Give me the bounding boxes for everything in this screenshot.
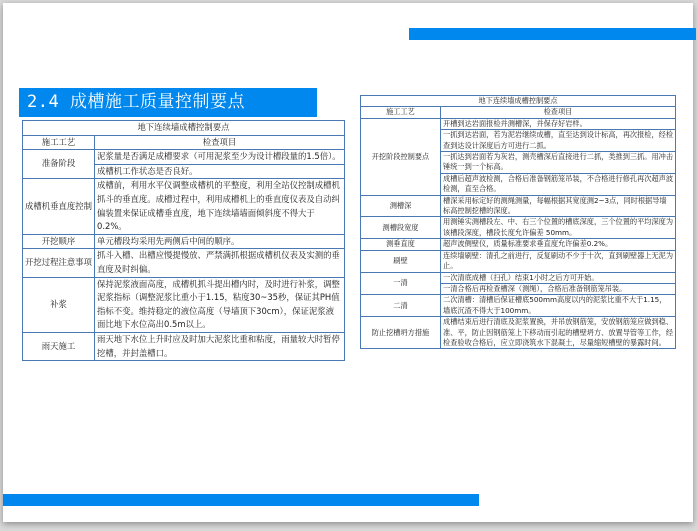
table-caption-row [23, 121, 345, 136]
table-row [361, 118, 676, 129]
check-item-cell: 雨天地下水位上升时应及时加大泥浆比重和粘度，雨量较大时暂停挖槽，并封盖槽口。 [95, 332, 345, 360]
process-cell: 准备阶段 [23, 150, 95, 179]
process-cell: 刷壁 [361, 250, 441, 272]
check-item-cell: 成槽结束后进行清底及泥浆置换，并吊放钢筋笼，安放钢筋笼应做到稳、准、平，防止因钢筋笼上下移动而引起的槽壁坍方、放置导管等工作，经检查验收合格后，应立即浇筑水下混凝土，尽量缩短槽壁的暴露时间。 [441, 317, 676, 349]
table-row [361, 272, 676, 283]
check-item-cell: 成槽机工作状态是否良好。 [95, 164, 345, 179]
bottom-accent-bar [3, 494, 479, 506]
table-caption: 地下连续墙成槽控制要点 [23, 121, 345, 136]
table-header-row [23, 135, 345, 150]
process-cell: 测槽深 [361, 195, 441, 217]
header-process: 施工工艺 [23, 135, 95, 150]
check-item-cell: 用测锤实测槽段左、中、右三个位置的槽底深度，三个位置的平均深度为该槽段深度，槽段长度允许偏差 50mm。 [441, 217, 676, 239]
table-header-row [361, 107, 676, 118]
left-quality-table [22, 120, 345, 361]
check-item-cell: 成槽前，利用水平仪调整成槽机的平整度，利用全站仪控制成槽机抓斗的垂直度。成槽过程中，利用成槽机上的垂直度仪表及自动纠偏装置来保证成槽垂直度，地下连续墙墙面倾斜度不得大于0.2%。 [95, 179, 345, 234]
table-row [361, 317, 676, 349]
process-cell: 开挖过程注意事项 [23, 249, 95, 277]
check-item-cell: 一次清底成槽（扫孔）结束1小时之后方可开始。 [441, 272, 676, 283]
check-item-cell: 超声波侧壁仪，质量标准要求垂直度允许偏差0.2%。 [441, 239, 676, 250]
process-cell: 测垂直度 [361, 239, 441, 250]
process-cell: 二清 [361, 295, 441, 317]
process-cell: 开挖阶段控制要点 [361, 118, 441, 195]
check-item-cell: 连续墙刷壁：清孔之前进行，反复刷动不少于十次，直到刷壁器上无泥为止。 [441, 250, 676, 272]
table-row [23, 150, 345, 165]
process-cell: 测槽段宽度 [361, 217, 441, 239]
process-cell: 雨天施工 [23, 332, 95, 360]
check-item-cell: 一抓到达岩面，若为泥岩继续成槽，直至达到设计标高，再次报检，经检查到达设计深度后方可进行二抓。 [441, 130, 676, 152]
check-item-cell: 槽深采用标定好的测绳测量，每幅根据其宽度测2~3点，同时根据导墙标高控制挖槽的深度。 [441, 195, 676, 217]
process-cell: 开挖顺序 [23, 234, 95, 249]
table-row [361, 239, 676, 250]
table-row [23, 249, 345, 277]
check-item-cell: 一抓达到岩面若为灰岩，测壳槽深后直接进行二抓，类推到三抓。用冲击锤统一到一个标高。 [441, 152, 676, 174]
process-cell: 一清 [361, 272, 441, 295]
check-item-cell: 二次清槽：清槽后保证槽底500mm高度以内的泥浆比重不大于1.15，墙底沉渣不得大于100mm。 [441, 295, 676, 317]
header-check-items: 检查项目 [95, 135, 345, 150]
top-accent-bar [409, 28, 696, 40]
table-row [361, 250, 676, 272]
check-item-cell: 单元槽段均采用先两侧后中间的顺序。 [95, 234, 345, 249]
table-row [23, 332, 345, 360]
slide [3, 3, 693, 522]
check-item-cell: 开槽到达岩面报检并测槽深，并保存好岩样。 [441, 118, 676, 129]
table-caption: 地下连续墙成槽控制要点 [361, 96, 676, 107]
process-cell: 补浆 [23, 277, 95, 332]
table-row [361, 195, 676, 217]
table-row [361, 217, 676, 239]
check-item-cell: 保持泥浆液面高度，成槽机抓斗提出槽内时，及时进行补浆，调整泥浆指标（调整泥浆比重小于1.15，粘度30~35秒，保证其PH值指标不变。维持稳定的液位高度（导墙顶下30cm），保证泥浆液面比地下水位高出0.5m以上。 [95, 277, 345, 332]
section-title: 2.4 成槽施工质量控制要点 [19, 88, 317, 117]
process-cell: 成槽机垂直度控制 [23, 179, 95, 234]
check-item-cell: 泥浆量是否满足成槽要求（可用泥浆至少为设计槽段量的1.5倍）。 [95, 150, 345, 165]
table-caption-row [361, 96, 676, 107]
right-quality-table [360, 95, 676, 349]
check-item-cell: 抓斗入槽、出槽应慢提慢放、严禁满抓根据成槽机仪表及实测的垂直度及时纠偏。 [95, 249, 345, 277]
process-cell: 防止挖槽坍方措施 [361, 317, 441, 349]
header-process: 施工工艺 [361, 107, 441, 118]
table-row [23, 277, 345, 332]
table-row [23, 179, 345, 234]
table-row [361, 295, 676, 317]
check-item-cell: 成槽后超声波检测，合格后准备钢筋笼吊装，不合格进行修孔再次超声波检测，直至合格。 [441, 173, 676, 195]
table-row [23, 234, 345, 249]
header-check-items: 检查项目 [441, 107, 676, 118]
check-item-cell: 一清合格后再检查槽深（测绳），合格后准备钢筋笼吊装。 [441, 283, 676, 294]
